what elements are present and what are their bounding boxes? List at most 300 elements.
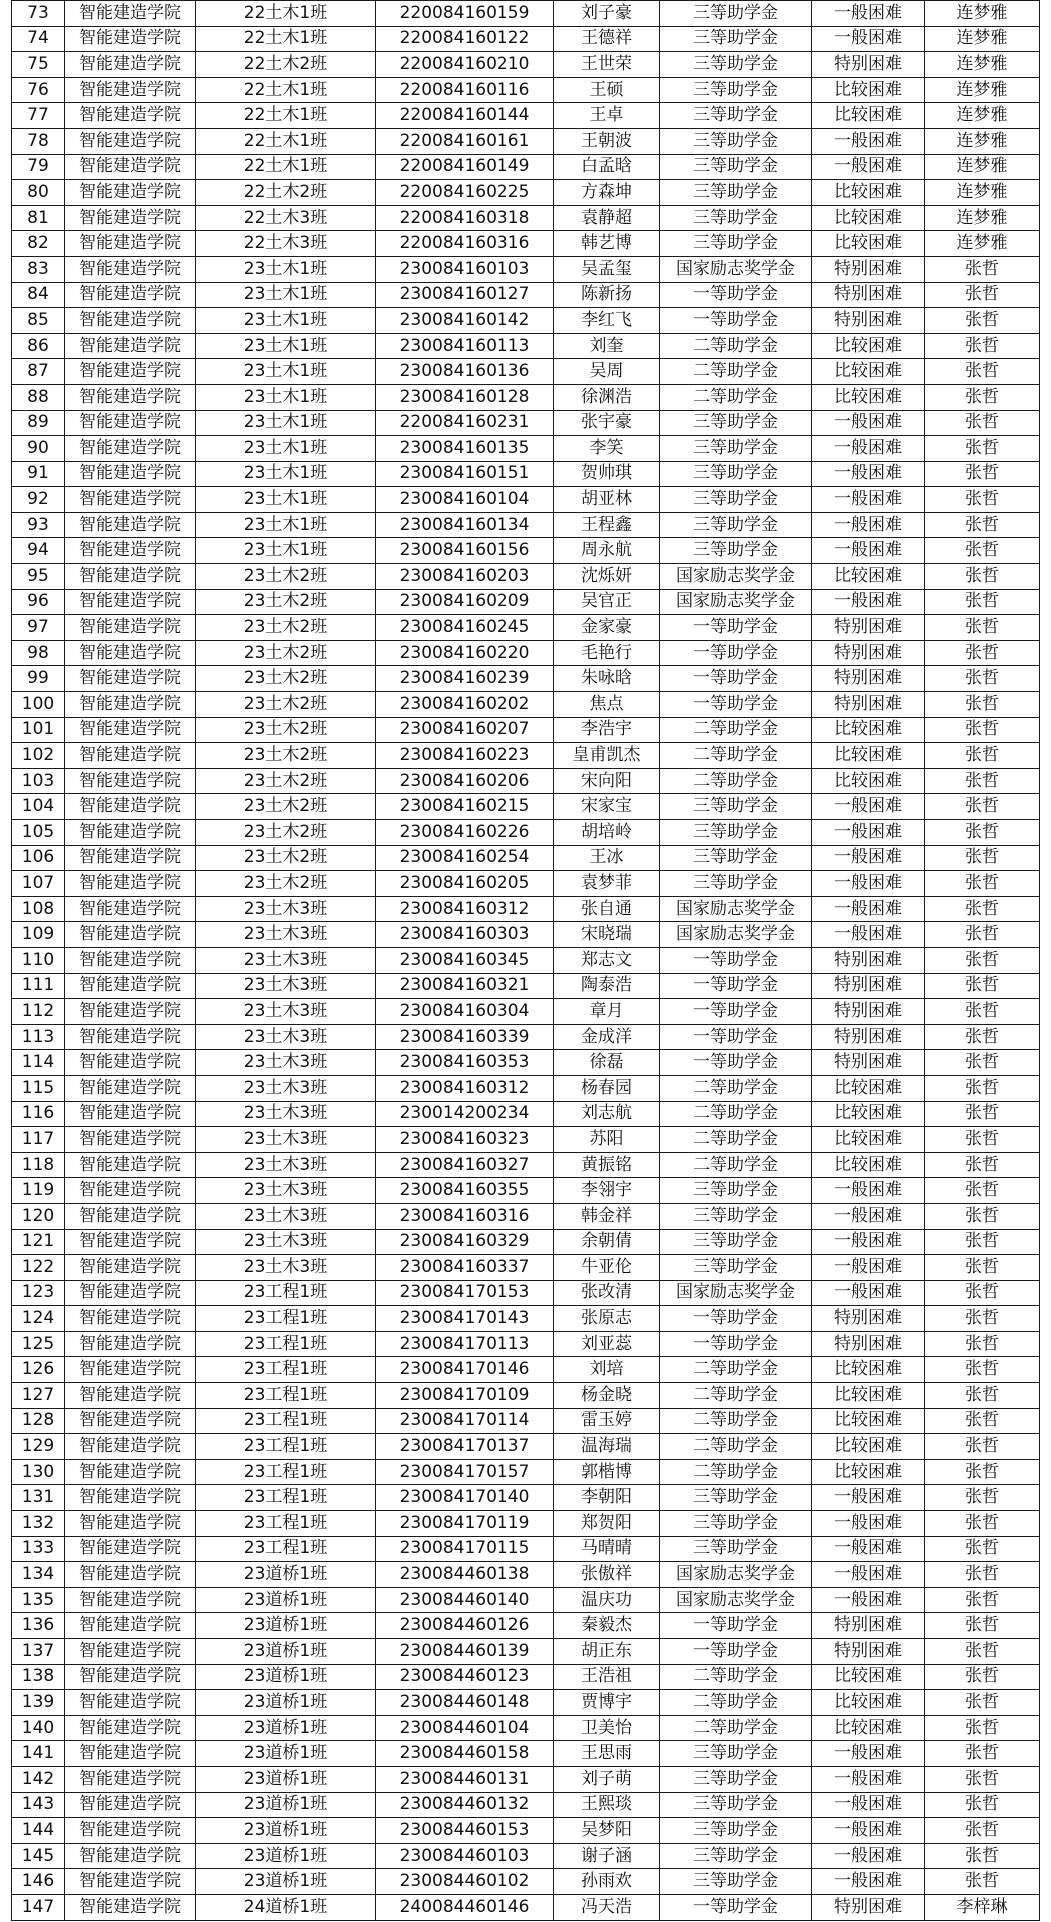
class-cell[interactable]: 23土木3班 (196, 1178, 376, 1204)
aid-type-cell[interactable]: 一等助学金 (660, 1639, 812, 1665)
row-number-cell[interactable]: 109 (12, 922, 65, 948)
class-cell[interactable]: 23土木3班 (196, 922, 376, 948)
difficulty-level-cell[interactable]: 比较困难 (812, 180, 925, 206)
class-cell[interactable]: 23土木3班 (196, 1152, 376, 1178)
class-cell[interactable]: 23土木1班 (196, 487, 376, 513)
college-cell[interactable]: 智能建造学院 (65, 1331, 196, 1357)
aid-type-cell[interactable]: 一等助学金 (660, 666, 812, 692)
class-cell[interactable]: 23土木3班 (196, 1050, 376, 1076)
student-id-cell[interactable]: 230084160103 (376, 256, 554, 282)
difficulty-level-cell[interactable]: 比较困难 (812, 77, 925, 103)
counselor-cell[interactable]: 张哲 (925, 1741, 1040, 1767)
row-number-cell[interactable]: 103 (12, 768, 65, 794)
college-cell[interactable]: 智能建造学院 (65, 333, 196, 359)
row-number-cell[interactable]: 79 (12, 154, 65, 180)
class-cell[interactable]: 23土木1班 (196, 538, 376, 564)
name-cell[interactable]: 刘奎 (554, 333, 660, 359)
class-cell[interactable]: 23道桥1班 (196, 1715, 376, 1741)
row-number-cell[interactable]: 146 (12, 1869, 65, 1895)
counselor-cell[interactable]: 张哲 (925, 794, 1040, 820)
row-number-cell[interactable]: 111 (12, 973, 65, 999)
class-cell[interactable]: 22土木1班 (196, 1, 376, 27)
class-cell[interactable]: 23土木2班 (196, 615, 376, 641)
row-number-cell[interactable]: 143 (12, 1792, 65, 1818)
counselor-cell[interactable]: 连梦雅 (925, 1, 1040, 27)
student-id-cell[interactable]: 230084170146 (376, 1357, 554, 1383)
class-cell[interactable]: 23道桥1班 (196, 1562, 376, 1588)
row-number-cell[interactable]: 96 (12, 589, 65, 615)
class-cell[interactable]: 23土木1班 (196, 359, 376, 385)
class-cell[interactable]: 23工程1班 (196, 1331, 376, 1357)
college-cell[interactable]: 智能建造学院 (65, 1715, 196, 1741)
aid-type-cell[interactable]: 一等助学金 (660, 1306, 812, 1332)
difficulty-level-cell[interactable]: 一般困难 (812, 1869, 925, 1895)
class-cell[interactable]: 22土木1班 (196, 26, 376, 52)
college-cell[interactable]: 智能建造学院 (65, 1203, 196, 1229)
class-cell[interactable]: 23道桥1班 (196, 1587, 376, 1613)
row-number-cell[interactable]: 78 (12, 128, 65, 154)
student-id-cell[interactable]: 230084160339 (376, 1024, 554, 1050)
student-id-cell[interactable]: 230084460104 (376, 1715, 554, 1741)
counselor-cell[interactable]: 张哲 (925, 1050, 1040, 1076)
row-number-cell[interactable]: 140 (12, 1715, 65, 1741)
name-cell[interactable]: 杨金晓 (554, 1383, 660, 1409)
student-id-cell[interactable]: 230084460138 (376, 1562, 554, 1588)
student-id-cell[interactable]: 230084170115 (376, 1536, 554, 1562)
row-number-cell[interactable]: 116 (12, 1101, 65, 1127)
counselor-cell[interactable]: 张哲 (925, 1357, 1040, 1383)
aid-type-cell[interactable]: 一等助学金 (660, 999, 812, 1025)
name-cell[interactable]: 宋向阳 (554, 768, 660, 794)
difficulty-level-cell[interactable]: 比较困难 (812, 1664, 925, 1690)
class-cell[interactable]: 23道桥1班 (196, 1690, 376, 1716)
name-cell[interactable]: 宋晓瑞 (554, 922, 660, 948)
aid-type-cell[interactable]: 三等助学金 (660, 1792, 812, 1818)
college-cell[interactable]: 智能建造学院 (65, 1101, 196, 1127)
row-number-cell[interactable]: 128 (12, 1408, 65, 1434)
difficulty-level-cell[interactable]: 特别困难 (812, 52, 925, 78)
class-cell[interactable]: 23工程1班 (196, 1434, 376, 1460)
row-number-cell[interactable]: 124 (12, 1306, 65, 1332)
difficulty-level-cell[interactable]: 比较困难 (812, 564, 925, 590)
counselor-cell[interactable]: 连梦雅 (925, 52, 1040, 78)
college-cell[interactable]: 智能建造学院 (65, 308, 196, 334)
aid-type-cell[interactable]: 三等助学金 (660, 52, 812, 78)
name-cell[interactable]: 张宇豪 (554, 410, 660, 436)
counselor-cell[interactable]: 张哲 (925, 947, 1040, 973)
aid-type-cell[interactable]: 三等助学金 (660, 1869, 812, 1895)
class-cell[interactable]: 23土木3班 (196, 1203, 376, 1229)
college-cell[interactable]: 智能建造学院 (65, 1562, 196, 1588)
aid-type-cell[interactable]: 二等助学金 (660, 768, 812, 794)
student-id-cell[interactable]: 230084160215 (376, 794, 554, 820)
difficulty-level-cell[interactable]: 特别困难 (812, 308, 925, 334)
aid-type-cell[interactable]: 国家励志奖学金 (660, 896, 812, 922)
aid-type-cell[interactable]: 二等助学金 (660, 333, 812, 359)
college-cell[interactable]: 智能建造学院 (65, 1357, 196, 1383)
aid-type-cell[interactable]: 三等助学金 (660, 1536, 812, 1562)
aid-type-cell[interactable]: 二等助学金 (660, 1383, 812, 1409)
college-cell[interactable]: 智能建造学院 (65, 282, 196, 308)
college-cell[interactable]: 智能建造学院 (65, 231, 196, 257)
class-cell[interactable]: 23道桥1班 (196, 1766, 376, 1792)
student-id-cell[interactable]: 230084160226 (376, 820, 554, 846)
college-cell[interactable]: 智能建造学院 (65, 1818, 196, 1844)
student-id-cell[interactable]: 230084170119 (376, 1511, 554, 1537)
name-cell[interactable]: 朱咏晗 (554, 666, 660, 692)
counselor-cell[interactable]: 张哲 (925, 845, 1040, 871)
difficulty-level-cell[interactable]: 比较困难 (812, 359, 925, 385)
student-id-cell[interactable]: 230084160128 (376, 384, 554, 410)
counselor-cell[interactable]: 张哲 (925, 973, 1040, 999)
name-cell[interactable]: 刘培 (554, 1357, 660, 1383)
difficulty-level-cell[interactable]: 一般困难 (812, 1536, 925, 1562)
class-cell[interactable]: 23土木3班 (196, 947, 376, 973)
college-cell[interactable]: 智能建造学院 (65, 1280, 196, 1306)
class-cell[interactable]: 23道桥1班 (196, 1639, 376, 1665)
student-id-cell[interactable]: 230084160312 (376, 896, 554, 922)
college-cell[interactable]: 智能建造学院 (65, 1485, 196, 1511)
aid-type-cell[interactable]: 一等助学金 (660, 1894, 812, 1920)
counselor-cell[interactable]: 张哲 (925, 1383, 1040, 1409)
college-cell[interactable]: 智能建造学院 (65, 1178, 196, 1204)
class-cell[interactable]: 23工程1班 (196, 1383, 376, 1409)
college-cell[interactable]: 智能建造学院 (65, 947, 196, 973)
difficulty-level-cell[interactable]: 特别困难 (812, 1050, 925, 1076)
name-cell[interactable]: 王世荣 (554, 52, 660, 78)
aid-type-cell[interactable]: 二等助学金 (660, 1459, 812, 1485)
aid-type-cell[interactable]: 二等助学金 (660, 1075, 812, 1101)
row-number-cell[interactable]: 75 (12, 52, 65, 78)
name-cell[interactable]: 毛艳行 (554, 640, 660, 666)
college-cell[interactable]: 智能建造学院 (65, 845, 196, 871)
counselor-cell[interactable]: 张哲 (925, 436, 1040, 462)
student-id-cell[interactable]: 230084460126 (376, 1613, 554, 1639)
student-id-cell[interactable]: 230084160207 (376, 717, 554, 743)
row-number-cell[interactable]: 133 (12, 1536, 65, 1562)
college-cell[interactable]: 智能建造学院 (65, 615, 196, 641)
name-cell[interactable]: 李翎宇 (554, 1178, 660, 1204)
row-number-cell[interactable]: 90 (12, 436, 65, 462)
aid-type-cell[interactable]: 一等助学金 (660, 1331, 812, 1357)
aid-type-cell[interactable]: 三等助学金 (660, 820, 812, 846)
difficulty-level-cell[interactable]: 比较困难 (812, 717, 925, 743)
difficulty-level-cell[interactable]: 一般困难 (812, 1843, 925, 1869)
name-cell[interactable]: 王程鑫 (554, 512, 660, 538)
row-number-cell[interactable]: 134 (12, 1562, 65, 1588)
name-cell[interactable]: 张改清 (554, 1280, 660, 1306)
aid-type-cell[interactable]: 一等助学金 (660, 947, 812, 973)
class-cell[interactable]: 23工程1班 (196, 1408, 376, 1434)
student-id-cell[interactable]: 230084160316 (376, 1203, 554, 1229)
counselor-cell[interactable]: 张哲 (925, 743, 1040, 769)
college-cell[interactable]: 智能建造学院 (65, 1869, 196, 1895)
counselor-cell[interactable]: 张哲 (925, 896, 1040, 922)
name-cell[interactable]: 白孟晗 (554, 154, 660, 180)
aid-type-cell[interactable]: 三等助学金 (660, 1203, 812, 1229)
class-cell[interactable]: 22土木1班 (196, 77, 376, 103)
row-number-cell[interactable]: 105 (12, 820, 65, 846)
aid-type-cell[interactable]: 三等助学金 (660, 1, 812, 27)
class-cell[interactable]: 23土木2班 (196, 845, 376, 871)
counselor-cell[interactable]: 张哲 (925, 564, 1040, 590)
row-number-cell[interactable]: 117 (12, 1127, 65, 1153)
name-cell[interactable]: 徐渊浩 (554, 384, 660, 410)
aid-type-cell[interactable]: 二等助学金 (660, 359, 812, 385)
difficulty-level-cell[interactable]: 一般困难 (812, 1741, 925, 1767)
name-cell[interactable]: 温海瑞 (554, 1434, 660, 1460)
row-number-cell[interactable]: 95 (12, 564, 65, 590)
student-id-cell[interactable]: 220084160122 (376, 26, 554, 52)
row-number-cell[interactable]: 77 (12, 103, 65, 129)
name-cell[interactable]: 陶泰浩 (554, 973, 660, 999)
name-cell[interactable]: 黄振铭 (554, 1152, 660, 1178)
row-number-cell[interactable]: 89 (12, 410, 65, 436)
difficulty-level-cell[interactable]: 一般困难 (812, 820, 925, 846)
name-cell[interactable]: 王德祥 (554, 26, 660, 52)
student-id-cell[interactable]: 220084160116 (376, 77, 554, 103)
college-cell[interactable]: 智能建造学院 (65, 256, 196, 282)
row-number-cell[interactable]: 139 (12, 1690, 65, 1716)
aid-type-cell[interactable]: 三等助学金 (660, 410, 812, 436)
difficulty-level-cell[interactable]: 特别困难 (812, 973, 925, 999)
row-number-cell[interactable]: 138 (12, 1664, 65, 1690)
college-cell[interactable]: 智能建造学院 (65, 692, 196, 718)
aid-type-cell[interactable]: 三等助学金 (660, 1485, 812, 1511)
student-id-cell[interactable]: 230084460158 (376, 1741, 554, 1767)
aid-type-cell[interactable]: 三等助学金 (660, 538, 812, 564)
difficulty-level-cell[interactable]: 一般困难 (812, 1229, 925, 1255)
counselor-cell[interactable]: 连梦雅 (925, 180, 1040, 206)
counselor-cell[interactable]: 张哲 (925, 640, 1040, 666)
difficulty-level-cell[interactable]: 特别困难 (812, 692, 925, 718)
counselor-cell[interactable]: 张哲 (925, 692, 1040, 718)
aid-type-cell[interactable]: 三等助学金 (660, 436, 812, 462)
student-id-cell[interactable]: 230084170140 (376, 1485, 554, 1511)
name-cell[interactable]: 郭楷博 (554, 1459, 660, 1485)
name-cell[interactable]: 孙雨欢 (554, 1869, 660, 1895)
row-number-cell[interactable]: 80 (12, 180, 65, 206)
row-number-cell[interactable]: 122 (12, 1255, 65, 1281)
counselor-cell[interactable]: 张哲 (925, 1280, 1040, 1306)
student-id-cell[interactable]: 230084160205 (376, 871, 554, 897)
difficulty-level-cell[interactable]: 特别困难 (812, 640, 925, 666)
counselor-cell[interactable]: 张哲 (925, 410, 1040, 436)
row-number-cell[interactable]: 119 (12, 1178, 65, 1204)
student-id-cell[interactable]: 230084460140 (376, 1587, 554, 1613)
aid-type-cell[interactable]: 三等助学金 (660, 871, 812, 897)
row-number-cell[interactable]: 94 (12, 538, 65, 564)
row-number-cell[interactable]: 73 (12, 1, 65, 27)
college-cell[interactable]: 智能建造学院 (65, 1792, 196, 1818)
class-cell[interactable]: 23土木2班 (196, 640, 376, 666)
student-id-cell[interactable]: 230084160329 (376, 1229, 554, 1255)
name-cell[interactable]: 郑贺阳 (554, 1511, 660, 1537)
class-cell[interactable]: 23土木1班 (196, 308, 376, 334)
aid-type-cell[interactable]: 三等助学金 (660, 1766, 812, 1792)
difficulty-level-cell[interactable]: 比较困难 (812, 1408, 925, 1434)
college-cell[interactable]: 智能建造学院 (65, 896, 196, 922)
name-cell[interactable]: 吴周 (554, 359, 660, 385)
row-number-cell[interactable]: 126 (12, 1357, 65, 1383)
name-cell[interactable]: 雷玉婷 (554, 1408, 660, 1434)
aid-type-cell[interactable]: 三等助学金 (660, 461, 812, 487)
college-cell[interactable]: 智能建造学院 (65, 794, 196, 820)
name-cell[interactable]: 马晴晴 (554, 1536, 660, 1562)
name-cell[interactable]: 宋家宝 (554, 794, 660, 820)
row-number-cell[interactable]: 145 (12, 1843, 65, 1869)
college-cell[interactable]: 智能建造学院 (65, 359, 196, 385)
college-cell[interactable]: 智能建造学院 (65, 1255, 196, 1281)
row-number-cell[interactable]: 84 (12, 282, 65, 308)
college-cell[interactable]: 智能建造学院 (65, 1024, 196, 1050)
counselor-cell[interactable]: 张哲 (925, 1715, 1040, 1741)
aid-type-cell[interactable]: 三等助学金 (660, 26, 812, 52)
college-cell[interactable]: 智能建造学院 (65, 1664, 196, 1690)
student-id-cell[interactable]: 230084160104 (376, 487, 554, 513)
difficulty-level-cell[interactable]: 一般困难 (812, 128, 925, 154)
row-number-cell[interactable]: 82 (12, 231, 65, 257)
name-cell[interactable]: 吴孟玺 (554, 256, 660, 282)
aid-type-cell[interactable]: 三等助学金 (660, 1741, 812, 1767)
counselor-cell[interactable]: 连梦雅 (925, 77, 1040, 103)
student-id-cell[interactable]: 230084160337 (376, 1255, 554, 1281)
counselor-cell[interactable]: 张哲 (925, 768, 1040, 794)
counselor-cell[interactable]: 张哲 (925, 538, 1040, 564)
difficulty-level-cell[interactable]: 一般困难 (812, 1511, 925, 1537)
counselor-cell[interactable]: 张哲 (925, 384, 1040, 410)
student-id-cell[interactable]: 230084170143 (376, 1306, 554, 1332)
name-cell[interactable]: 牛亚伦 (554, 1255, 660, 1281)
student-id-cell[interactable]: 230084160202 (376, 692, 554, 718)
class-cell[interactable]: 23土木2班 (196, 564, 376, 590)
row-number-cell[interactable]: 81 (12, 205, 65, 231)
college-cell[interactable]: 智能建造学院 (65, 973, 196, 999)
counselor-cell[interactable]: 张哲 (925, 1792, 1040, 1818)
name-cell[interactable]: 徐磊 (554, 1050, 660, 1076)
difficulty-level-cell[interactable]: 特别困难 (812, 1613, 925, 1639)
aid-type-cell[interactable]: 国家励志奖学金 (660, 589, 812, 615)
student-id-cell[interactable]: 230084160245 (376, 615, 554, 641)
row-number-cell[interactable]: 98 (12, 640, 65, 666)
difficulty-level-cell[interactable]: 比较困难 (812, 1127, 925, 1153)
student-id-cell[interactable]: 230084170114 (376, 1408, 554, 1434)
difficulty-level-cell[interactable]: 一般困难 (812, 487, 925, 513)
counselor-cell[interactable]: 张哲 (925, 1101, 1040, 1127)
student-id-cell[interactable]: 230084460103 (376, 1843, 554, 1869)
row-number-cell[interactable]: 76 (12, 77, 65, 103)
college-cell[interactable]: 智能建造学院 (65, 1229, 196, 1255)
name-cell[interactable]: 沈烁妍 (554, 564, 660, 590)
aid-type-cell[interactable]: 一等助学金 (660, 973, 812, 999)
counselor-cell[interactable]: 连梦雅 (925, 128, 1040, 154)
aid-type-cell[interactable]: 三等助学金 (660, 1178, 812, 1204)
difficulty-level-cell[interactable]: 一般困难 (812, 1792, 925, 1818)
student-id-cell[interactable]: 230084170157 (376, 1459, 554, 1485)
name-cell[interactable]: 张自通 (554, 896, 660, 922)
counselor-cell[interactable]: 张哲 (925, 1229, 1040, 1255)
college-cell[interactable]: 智能建造学院 (65, 1434, 196, 1460)
college-cell[interactable]: 智能建造学院 (65, 1639, 196, 1665)
difficulty-level-cell[interactable]: 比较困难 (812, 768, 925, 794)
college-cell[interactable]: 智能建造学院 (65, 1511, 196, 1537)
row-number-cell[interactable]: 114 (12, 1050, 65, 1076)
counselor-cell[interactable]: 张哲 (925, 1511, 1040, 1537)
student-id-cell[interactable]: 230084160355 (376, 1178, 554, 1204)
class-cell[interactable]: 23道桥1班 (196, 1818, 376, 1844)
student-id-cell[interactable]: 230084160113 (376, 333, 554, 359)
name-cell[interactable]: 刘子萌 (554, 1766, 660, 1792)
class-cell[interactable]: 23土木3班 (196, 973, 376, 999)
row-number-cell[interactable]: 88 (12, 384, 65, 410)
student-id-cell[interactable]: 230084160254 (376, 845, 554, 871)
counselor-cell[interactable]: 张哲 (925, 1843, 1040, 1869)
name-cell[interactable]: 李笑 (554, 436, 660, 462)
student-id-cell[interactable]: 230084160353 (376, 1050, 554, 1076)
aid-type-cell[interactable]: 三等助学金 (660, 487, 812, 513)
name-cell[interactable]: 冯天浩 (554, 1894, 660, 1920)
class-cell[interactable]: 23土木2班 (196, 743, 376, 769)
class-cell[interactable]: 23土木3班 (196, 896, 376, 922)
aid-type-cell[interactable]: 一等助学金 (660, 640, 812, 666)
name-cell[interactable]: 卫美怡 (554, 1715, 660, 1741)
student-id-cell[interactable]: 230084160142 (376, 308, 554, 334)
name-cell[interactable]: 焦点 (554, 692, 660, 718)
aid-type-cell[interactable]: 一等助学金 (660, 1613, 812, 1639)
difficulty-level-cell[interactable]: 特别困难 (812, 947, 925, 973)
class-cell[interactable]: 23土木2班 (196, 794, 376, 820)
name-cell[interactable]: 韩金祥 (554, 1203, 660, 1229)
difficulty-level-cell[interactable]: 一般困难 (812, 1485, 925, 1511)
aid-type-cell[interactable]: 二等助学金 (660, 1434, 812, 1460)
difficulty-level-cell[interactable]: 比较困难 (812, 1690, 925, 1716)
aid-type-cell[interactable]: 一等助学金 (660, 282, 812, 308)
name-cell[interactable]: 胡正东 (554, 1639, 660, 1665)
student-id-cell[interactable]: 230084160321 (376, 973, 554, 999)
row-number-cell[interactable]: 86 (12, 333, 65, 359)
name-cell[interactable]: 贺帅琪 (554, 461, 660, 487)
class-cell[interactable]: 24道桥1班 (196, 1894, 376, 1920)
college-cell[interactable]: 智能建造学院 (65, 666, 196, 692)
class-cell[interactable]: 23土木2班 (196, 589, 376, 615)
class-cell[interactable]: 23工程1班 (196, 1536, 376, 1562)
student-id-cell[interactable]: 230014200234 (376, 1101, 554, 1127)
name-cell[interactable]: 袁梦菲 (554, 871, 660, 897)
name-cell[interactable]: 金家豪 (554, 615, 660, 641)
counselor-cell[interactable]: 张哲 (925, 1613, 1040, 1639)
counselor-cell[interactable]: 张哲 (925, 1024, 1040, 1050)
college-cell[interactable]: 智能建造学院 (65, 128, 196, 154)
counselor-cell[interactable]: 张哲 (925, 1306, 1040, 1332)
college-cell[interactable]: 智能建造学院 (65, 922, 196, 948)
row-number-cell[interactable]: 121 (12, 1229, 65, 1255)
college-cell[interactable]: 智能建造学院 (65, 461, 196, 487)
difficulty-level-cell[interactable]: 特别困难 (812, 666, 925, 692)
row-number-cell[interactable]: 136 (12, 1613, 65, 1639)
student-id-cell[interactable]: 240084460146 (376, 1894, 554, 1920)
student-id-cell[interactable]: 230084170137 (376, 1434, 554, 1460)
difficulty-level-cell[interactable]: 一般困难 (812, 1178, 925, 1204)
aid-type-cell[interactable]: 三等助学金 (660, 77, 812, 103)
row-number-cell[interactable]: 97 (12, 615, 65, 641)
student-id-cell[interactable]: 230084460148 (376, 1690, 554, 1716)
counselor-cell[interactable]: 张哲 (925, 512, 1040, 538)
difficulty-level-cell[interactable]: 比较困难 (812, 1152, 925, 1178)
student-id-cell[interactable]: 230084160134 (376, 512, 554, 538)
difficulty-level-cell[interactable]: 特别困难 (812, 1639, 925, 1665)
student-id-cell[interactable]: 230084460131 (376, 1766, 554, 1792)
name-cell[interactable]: 吴梦阳 (554, 1818, 660, 1844)
